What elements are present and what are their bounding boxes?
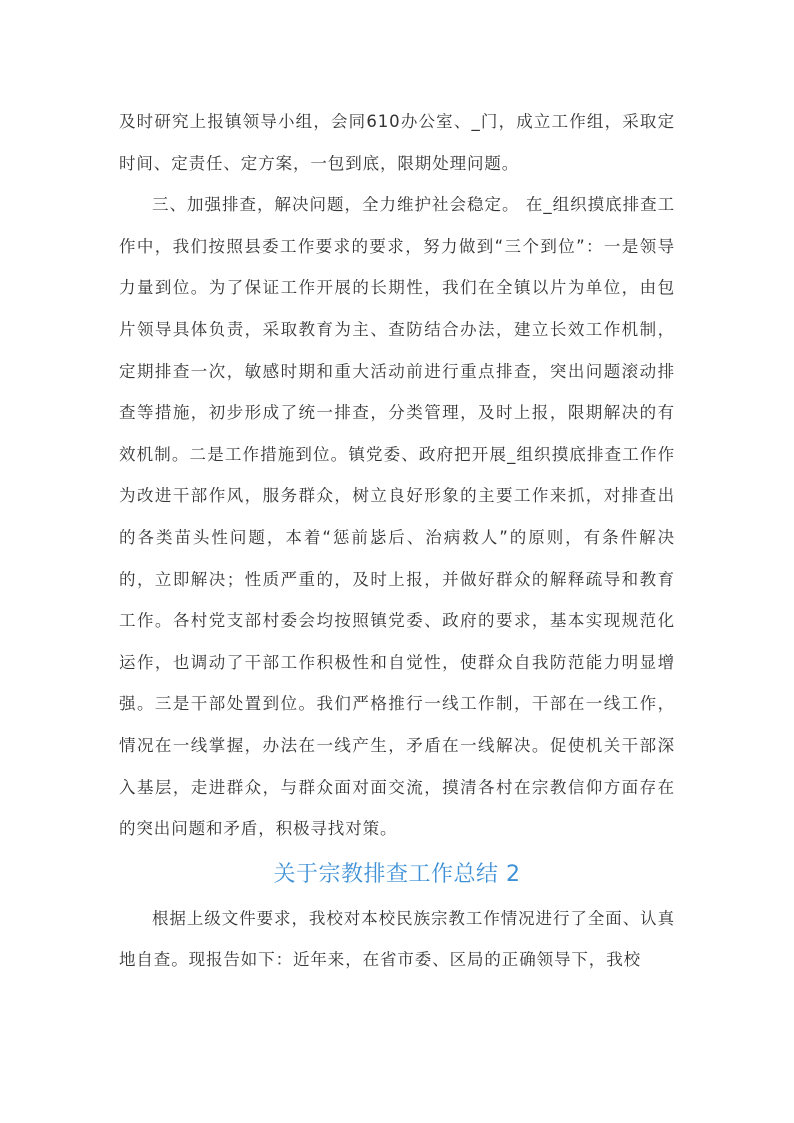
section-heading: 关于宗教排查工作总结 2	[273, 861, 521, 887]
paragraph-report-intro: 根据上级文件要求，我校对本校民族宗教工作情况进行了全面、认真地自查。现报告如下：近年来，在省市委、区局的正确领导下，我校	[119, 908, 675, 970]
paragraph-section-three: 三、加强排查，解决问题，全力维护社会稳定。 在_组织摸底排查工作中，我们按照县委工作要求的要求，努力做到“三个到位”：一是领导力量到位。为了保证工作开展的长期性，我们在全镇以片为单位，由包片领导具体负责，采取教育为主、查防结合办法，建立长效工作机制，定期排查一次，敏感时期和重大活动前进行重点排查，突出问题滚动排查等措施，初步形成了统一排查，分类管理，及时上报，限期解决的有效机制。二是工作措施到位。镇党委、政府把开展_组织摸底排查工作作为改进干部作风，服务群众，树立良好形象的主要工作来抓，对排查出的各类苗头性问题，本着“惩前毖后、治病救人”的原则，有条件解决的，立即解决；性质严重的，及时上报，并做好群众的解释疏导和教育工作。各村党支部村委会均按照镇党委、政府的要求，基本实现规范化运作，也调动了干部工作积极性和自觉性，使群众自我防范能力明显增强。三是干部处置到位。我们严格推行一线工作制，干部在一线工作，情况在一线掌握，办法在一线产生，矛盾在一线解决。促使机关干部深入基层，走进群众，与群众面对面交流，摸清各村在宗教信仰方面存在的突出问题和矛盾，积极寻找对策。	[119, 195, 675, 839]
paragraph-continuation: 及时研究上报镇领导小组，会同610办公室、_门，成立工作组，采取定时间、定责任、定方案，一包到底，限期处理问题。	[119, 112, 675, 173]
document-body	[119, 101, 675, 981]
